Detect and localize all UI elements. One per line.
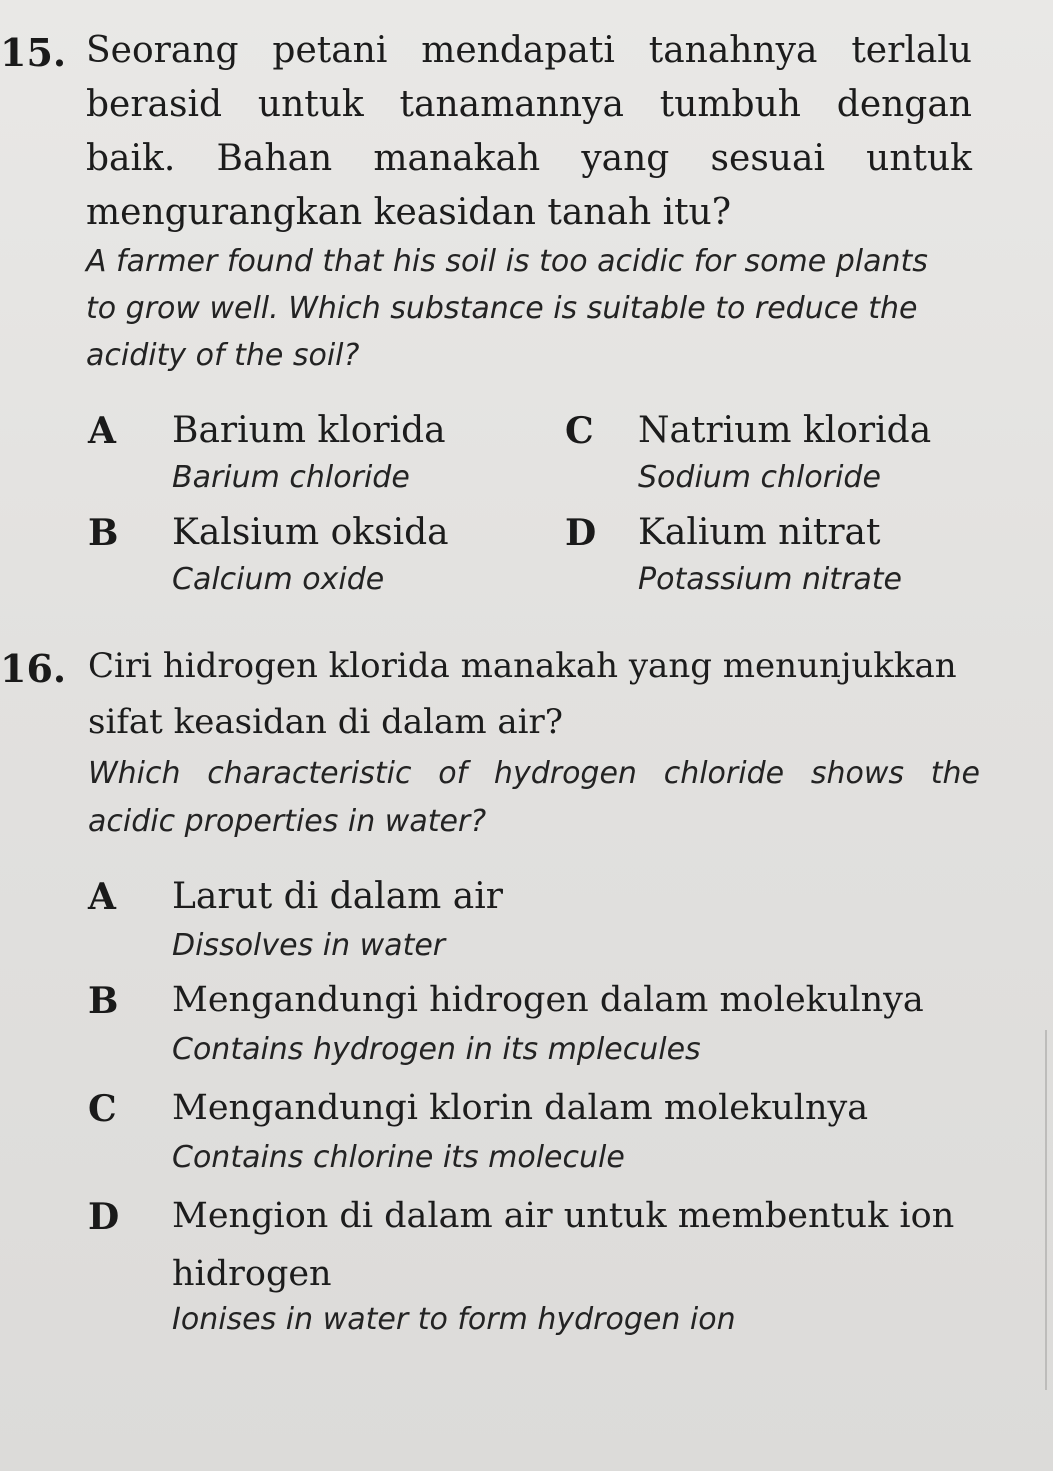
- option-text-en: Contains hydrogen in its mplecules: [172, 1032, 701, 1067]
- option-text-ms: Kalium nitrat: [638, 512, 881, 553]
- option-text-en: Contains chlorine its molecule: [172, 1140, 625, 1175]
- question-text-en-line: A farmer found that his soil is too acidic for some plants: [86, 244, 928, 279]
- option-text-ms: Mengandungi klorin dalam molekulnya: [172, 1088, 869, 1128]
- option-text-en: Barium chloride: [172, 460, 410, 495]
- question-text-ms-line: berasid untuk tanamannya tumbuh dengan: [86, 84, 972, 125]
- question-text-ms-line: baik. Bahan manakah yang sesuai untuk: [86, 138, 972, 179]
- option-text-ms: Mengandungi hidrogen dalam molekulnya: [172, 980, 924, 1020]
- option-text-en: Potassium nitrate: [638, 562, 903, 597]
- option-letter: D: [565, 512, 597, 554]
- option-text-ms: Kalsium oksida: [172, 512, 449, 553]
- question-text-ms-line: Seorang petani mendapati tanahnya terlalu: [86, 30, 972, 71]
- option-letter: A: [88, 410, 116, 452]
- question-text-ms-line: Ciri hidrogen klorida manakah yang menunjukkan: [88, 646, 957, 686]
- option-text-ms: Natrium klorida: [638, 410, 932, 451]
- option-letter: C: [565, 410, 594, 452]
- question-text-en-line: acidic properties in water?: [88, 804, 487, 839]
- option-letter: B: [88, 980, 119, 1022]
- question-number: 15.: [0, 30, 67, 75]
- question-text-ms-line: mengurangkan keasidan tanah itu?: [86, 192, 732, 233]
- option-text-en: Ionises in water to form hydrogen ion: [172, 1302, 736, 1337]
- option-text-ms: Barium klorida: [172, 410, 446, 451]
- question-text-ms-line: sifat keasidan di dalam air?: [88, 702, 564, 742]
- question-text-en-line: acidity of the soil?: [86, 338, 360, 373]
- option-letter: C: [88, 1088, 117, 1130]
- question-text-en-line: to grow well. Which substance is suitable to reduce the: [86, 291, 918, 326]
- option-text-ms-line2: hidrogen: [172, 1254, 332, 1294]
- option-text-en: Sodium chloride: [638, 460, 881, 495]
- option-text-en: Dissolves in water: [172, 928, 446, 963]
- option-letter: A: [88, 876, 116, 918]
- question-text-en-line: Which characteristic of hydrogen chloride shows the: [88, 756, 980, 791]
- option-text-ms: Larut di dalam air: [172, 876, 503, 917]
- question-number: 16.: [0, 646, 67, 691]
- page-edge-divider: [1045, 1030, 1047, 1390]
- option-text-en: Calcium oxide: [172, 562, 385, 597]
- option-letter: D: [88, 1196, 120, 1238]
- option-letter: B: [88, 512, 119, 554]
- option-text-ms: Mengion di dalam air untuk membentuk ion: [172, 1196, 955, 1236]
